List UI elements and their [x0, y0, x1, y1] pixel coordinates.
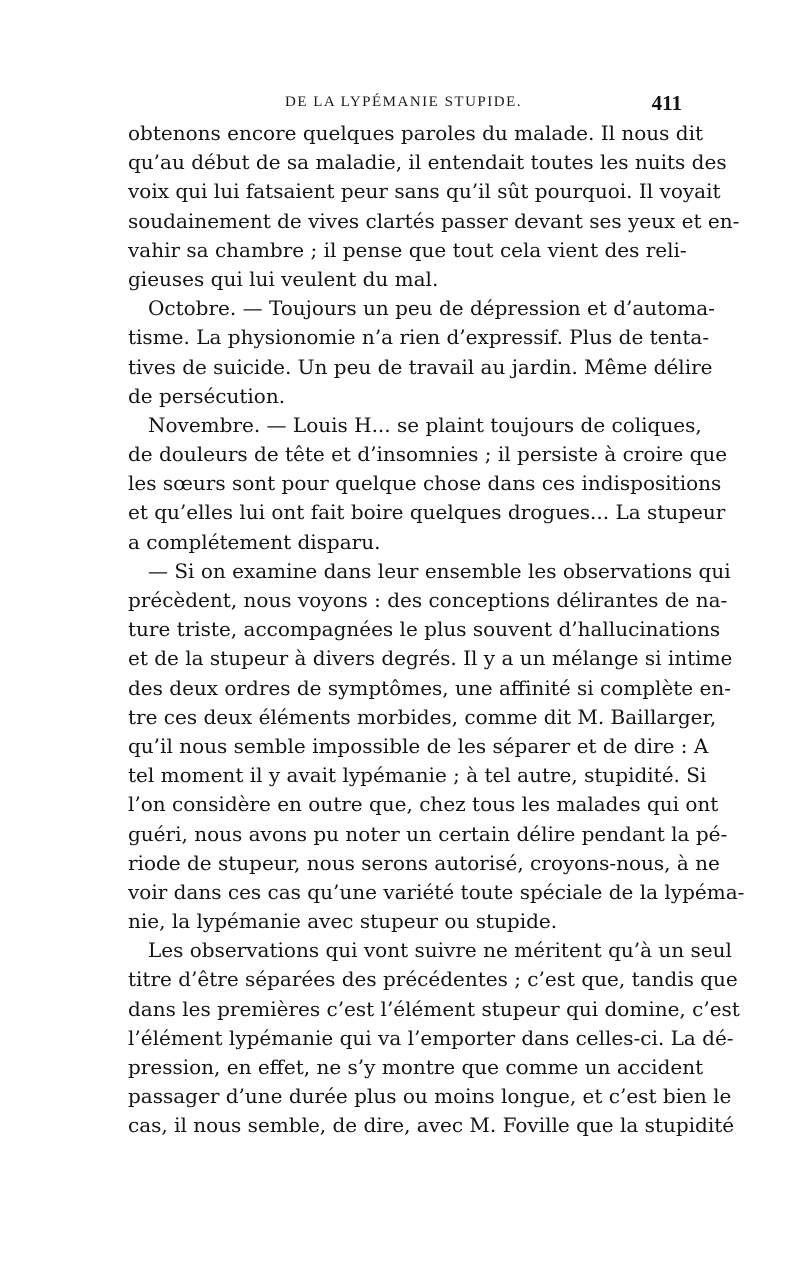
paragraph — [128, 936, 740, 1140]
text-line: titre d’être séparées des précédentes ; c’est que, tandis que — [128, 967, 738, 992]
text-line: passager d’une durée plus ou moins longue, et c’est bien le — [128, 1084, 732, 1109]
text-line: l’élément lypémanie qui va l’emporter dans celles-ci. La dé- — [128, 1025, 734, 1050]
text-line: qu’il nous semble impossible de les séparer et de dire : A — [128, 733, 709, 758]
text-line: les sœurs sont pour quelque chose dans ces indispositions — [128, 471, 722, 496]
text-line: ture triste, accompagnées le plus souvent d’hallucinations — [128, 617, 721, 642]
text-line: Octobre. — Toujours un peu de dépression et d’automa- — [148, 296, 715, 321]
text-line: vahir sa chambre ; il pense que tout cela vient des reli- — [128, 237, 687, 262]
text-line: précèdent, nous voyons : des conceptions délirantes de na- — [128, 588, 728, 612]
text-line: obtenons encore quelques paroles du malade. Il nous dit — [128, 121, 704, 145]
text-line: voir dans ces cas qu’une variété toute spéciale de la lypéma- — [128, 879, 745, 904]
text-line: — Si on examine dans leur ensemble les observations qui — [148, 558, 731, 583]
text-line: l’on considère en outre que, chez tous les malades qui ont — [128, 792, 719, 817]
text-line: gieuses qui lui veulent du mal. — [128, 266, 439, 291]
text-line: guéri, nous avons pu noter un certain délire pendant la pé- — [128, 821, 728, 846]
text-line: nie, la lypémanie avec stupeur ou stupide. — [128, 909, 558, 934]
text-line: des deux ordres de symptômes, une affinité si complète en- — [128, 675, 731, 700]
text-line: a complétement disparu. — [128, 529, 381, 554]
paragraph — [128, 411, 728, 557]
text-line: Novembre. — Louis H... se plaint toujours de coliques, — [148, 412, 702, 437]
text-line: dans les premières c’est l’élément stupeur qui domine, c’est — [128, 996, 740, 1021]
text-line: et qu’elles lui ont fait boire quelques drogues... La stupeur — [128, 500, 726, 525]
paragraph — [128, 294, 715, 411]
body-text — [128, 119, 745, 1141]
text-line: cas, il nous semble, de dire, avec M. Foville que la stupidité — [128, 1113, 735, 1138]
text-line: qu’au début de sa maladie, il entendait toutes les nuits des — [128, 150, 727, 175]
text-line: tre ces deux éléments morbides, comme dit M. Baillarger, — [128, 704, 717, 729]
text-line: pression, en effet, ne s’y montre que comme un accident — [128, 1055, 704, 1079]
text-line: de douleurs de tête et d’insomnies ; il persiste à croire que — [128, 442, 728, 467]
text-line: Les observations qui vont suivre ne méritent qu’à un seul — [148, 938, 732, 963]
text-line: riode de stupeur, nous serons autorisé, croyons-nous, à ne — [128, 850, 720, 875]
running-head — [130, 91, 682, 120]
text-line: voix qui lui fatsaient peur sans qu’il sût pourquoi. Il voyait — [128, 179, 721, 204]
text-line: tives de suicide. Un peu de travail au jardin. Même délire — [128, 354, 713, 379]
paragraph — [128, 557, 745, 936]
text-line: et de la stupeur à divers degrés. Il y a un mélange si intime — [128, 646, 733, 671]
text-line: soudainement de vives clartés passer devant ses yeux et en- — [128, 208, 740, 233]
paragraph — [128, 119, 740, 294]
text-line: de persécution. — [128, 383, 286, 408]
text-line: tisme. La physionomie n’a rien d’expressif. Plus de tenta- — [128, 325, 710, 350]
text-line: tel moment il y avait lypémanie ; à tel autre, stupidité. Si — [128, 763, 707, 788]
running-title: DE LA LYPÉMANIE STUPIDE. — [285, 94, 522, 110]
page-number: 411 — [651, 91, 682, 115]
